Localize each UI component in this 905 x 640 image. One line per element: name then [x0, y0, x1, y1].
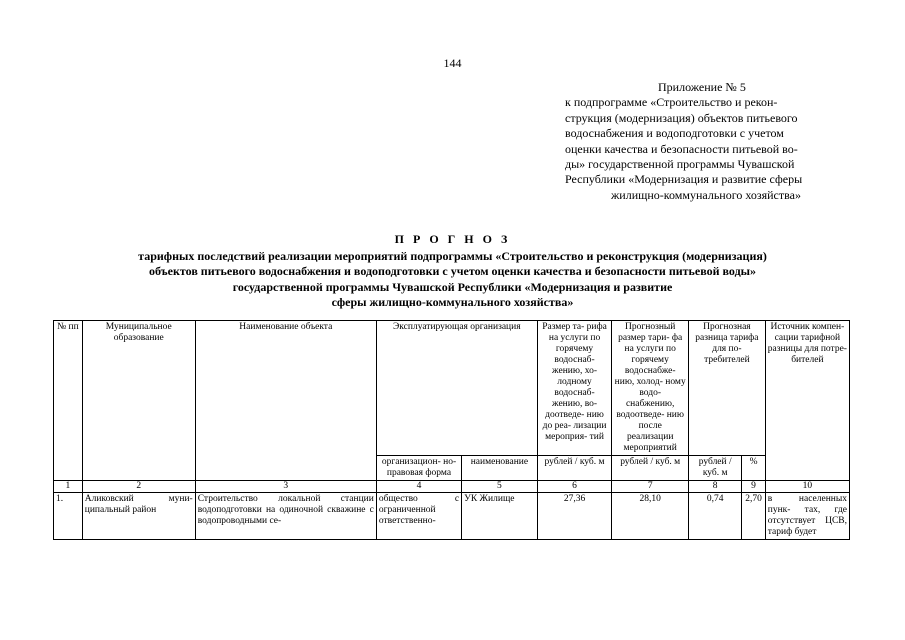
- appendix-line: оценки качества и безопасности питьевой во-: [565, 141, 798, 156]
- table-row: [54, 493, 850, 540]
- heading-line: объектов питьевого водоснабжения и водоподготовки с учетом оценки качества и безопасности питьевой воды»: [148, 264, 757, 278]
- appendix-line: ды» государственной программы Чувашской: [565, 157, 795, 172]
- page-number: 144: [443, 56, 462, 70]
- header-object: Наименование объекта: [195, 321, 376, 481]
- document-heading: [60, 232, 845, 311]
- column-number: 1: [54, 481, 83, 493]
- cell-tariff-before: 27,36: [537, 493, 612, 540]
- column-number: 2: [82, 481, 195, 493]
- heading-line: тарифных последствий реализации мероприятий подпрограммы «Строительство и реконструкция (модернизация): [138, 248, 767, 263]
- heading-main: П Р О Г Н О З: [394, 232, 511, 246]
- header-unit-after: рублей / куб. м: [612, 456, 689, 481]
- cell-diff-rub: 0,74: [689, 493, 742, 540]
- column-number: 9: [742, 481, 765, 493]
- cell-name: УК Жилище: [462, 493, 538, 540]
- header-difference: Прогнозная разница тарифа для по- требителей: [689, 321, 766, 456]
- appendix-line: струкция (модернизация) объектов питьевого: [565, 110, 798, 125]
- header-operator: Эксплуатирующая организация: [376, 321, 537, 456]
- header-municipality: Муниципальное образование: [82, 321, 195, 481]
- header-percent: %: [742, 456, 765, 481]
- header-tariff-before: Размер та- рифа на услуги по горячему водоснаб- жению, хо- лодному водоснаб- жению, во- доотведе- нию до реа- лизации мероприя- тий: [537, 321, 612, 456]
- column-number: 10: [765, 481, 849, 493]
- header-row: [54, 321, 850, 456]
- column-number: 8: [689, 481, 742, 493]
- cell-diff-pct: 2,70: [742, 493, 765, 540]
- header-tariff-after: Прогнозный размер тари- фа на услуги по горячему водоснабже- нию, холод- ному водо- снабжению, водоотведе- нию после реализации мероприятий: [612, 321, 689, 456]
- cell-municipality: Аликовский муни- ципальный район: [82, 493, 195, 540]
- heading-line: государственной программы Чувашской Республики «Модернизация и развитие: [232, 279, 673, 294]
- cell-source: в населенных пунк- тах, где отсутствует ЦСВ, тариф будет: [765, 493, 849, 540]
- appendix-block: [565, 80, 847, 203]
- cell-no: 1.: [54, 493, 83, 540]
- header-unit-before: рублей / куб. м: [537, 456, 612, 481]
- header-no: № пп: [54, 321, 83, 481]
- column-number: 6: [537, 481, 612, 493]
- header-source: Источник компен- сации тарифной разницы для потре- бителей: [765, 321, 849, 481]
- column-number: 5: [462, 481, 538, 493]
- forecast-table: [53, 320, 850, 540]
- appendix-line: жилищно-коммунального хозяйства»: [611, 187, 801, 202]
- column-number: 3: [195, 481, 376, 493]
- column-number: 4: [376, 481, 461, 493]
- appendix-title: Приложение № 5: [658, 80, 746, 94]
- heading-line: сферы жилищно-коммунального хозяйства»: [331, 295, 574, 309]
- appendix-line: водоснабжения и водоподготовки с учетом: [565, 126, 784, 141]
- cell-org-form: общество с ограниченной ответственно-: [376, 493, 461, 540]
- header-unit-diff: рублей / куб. м: [689, 456, 742, 481]
- appendix-line: к подпрограмме «Строительство и рекон-: [565, 95, 778, 110]
- appendix-line: Республики «Модернизация и развитие сферы: [565, 172, 803, 187]
- header-name: наименование: [462, 456, 538, 481]
- cell-tariff-after: 28,10: [612, 493, 689, 540]
- column-number: 7: [612, 481, 689, 493]
- column-number-row: [54, 481, 850, 493]
- header-org-form: организацион- но-правовая форма: [376, 456, 461, 481]
- cell-object: Строительство локальной станции водоподготовки на одиночной скважине с водопроводными се-: [195, 493, 376, 540]
